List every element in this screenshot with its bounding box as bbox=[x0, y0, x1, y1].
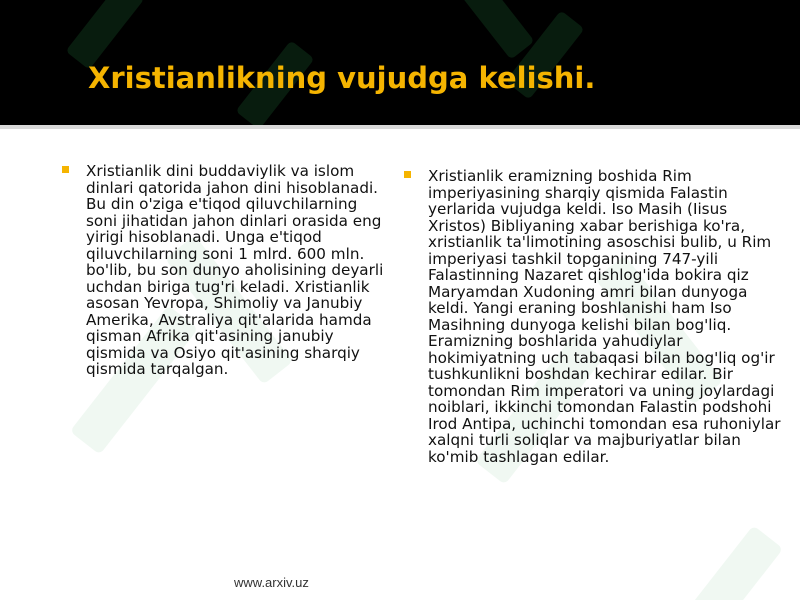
footer-source: www.arxiv.uz bbox=[234, 575, 309, 590]
left-paragraph: Xristianlik dini buddaviylik va islom dinlari qatorida jahon dini hisoblanadi. Bu din o'ziga e'tiqod qiluvchilarning soni jihatidan jahon dinlari orasida eng yirigi hisoblanadi. Unga e'tiqod qiluvchilarning soni 1 mlrd. 600 mln. bo'lib, bu son dunyo aholisining deyarli uchdan biriga tug'ri keladi. Xristianlik asosan Yevropa, Shimoliy va Janubiy Amerika, Avstraliya qit'alarida hamda qisman Afrika qit'asining janubiy qismida va Osiyo qit'asining sharqiy qismida tarqalgan. bbox=[86, 162, 384, 378]
bullet-item bbox=[62, 163, 392, 378]
left-column bbox=[62, 163, 392, 378]
watermark-mark bbox=[455, 0, 534, 60]
bullet-item bbox=[404, 168, 784, 465]
title-bar bbox=[0, 0, 800, 125]
title-divider bbox=[0, 125, 800, 129]
slide-title: Xristianlikning vujudga kelishi. bbox=[88, 61, 596, 95]
square-bullet-icon bbox=[62, 166, 69, 173]
watermark-mark bbox=[655, 525, 783, 600]
square-bullet-icon bbox=[404, 171, 411, 178]
right-column bbox=[404, 168, 784, 465]
right-paragraph: Xristianlik eramizning boshida Rim imperiyasining sharqiy qismida Falastin yerlarida vujudga keldi. Iso Masih (Iisus Xristos) Bibliyaning xabar berishiga ko'ra, xristianlik ta'limotining asoschisi bulib, u Rim imperiyasi tashkil topganining 747-yili Falastinning Nazaret qishlog'ida bokira qiz Maryamdan Xudoning amri bilan dunyoga keldi. Yangi eraning boshlanishi ham Iso Masihning dunyoga kelishi bilan bog'liq. Eramizning boshlarida yahudiylar hokimiyatning uch tabaqasi bilan bog'liq og'ir tushkunlikni boshdan kechirar edilar. Bir tomondan Rim imperatori va uning joylardagi noiblari, ikkinchi tomondan Falastin podshohi Irod Antipa, uchinchi tomondan esa ruhoniylar xalqni turli soliqlar va majburiyatlar bilan ko'mib tashlagan edilar. bbox=[428, 167, 781, 466]
